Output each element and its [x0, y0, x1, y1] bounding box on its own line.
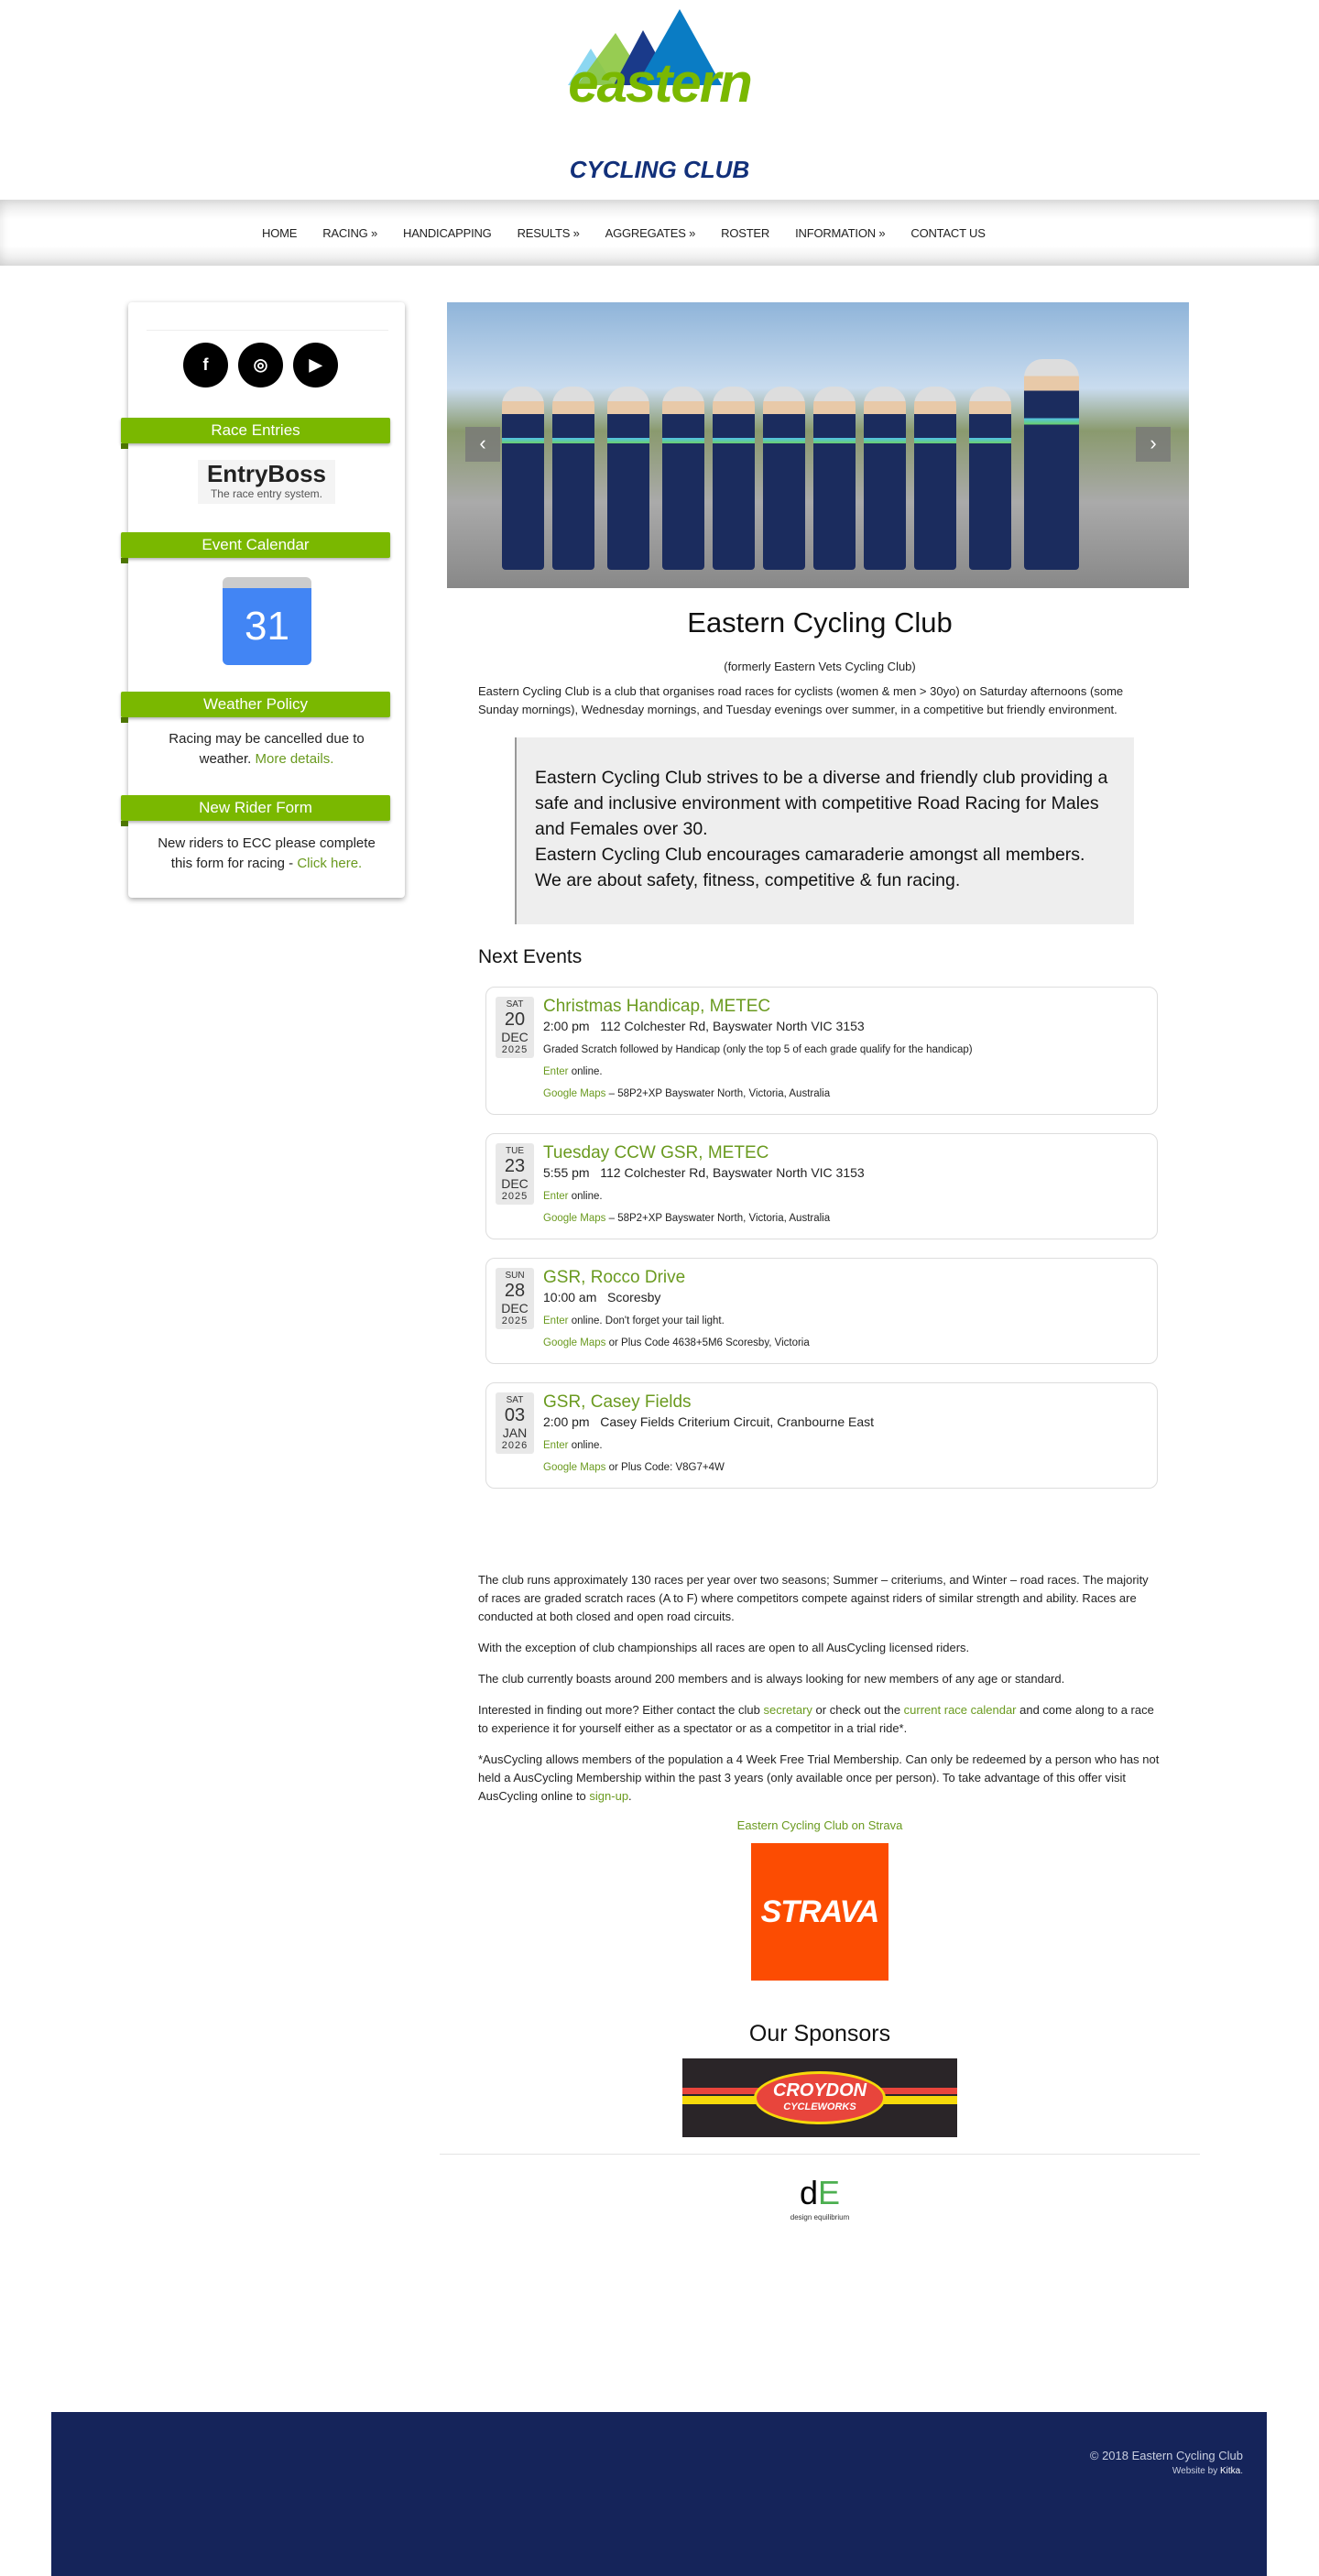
- page-subtitle: (formerly Eastern Vets Cycling Club): [724, 660, 916, 673]
- main-nav: [0, 200, 1319, 266]
- photo-slider: [447, 302, 1189, 588]
- event-location: 112 Colchester Rd, Bayswater North VIC 3153: [600, 1165, 865, 1180]
- weather-policy-heading: Weather Policy: [121, 692, 390, 717]
- nav-results[interactable]: RESULTS »: [517, 226, 580, 240]
- slide-photo-rider: [607, 387, 649, 570]
- text: Interested in finding out more? Either contact the club: [478, 1703, 764, 1717]
- event-day: 20: [504, 1010, 526, 1030]
- event-month: DEC: [501, 1176, 529, 1191]
- event-when-where: [543, 1414, 1148, 1429]
- new-rider-heading: New Rider Form: [121, 795, 390, 821]
- text: or Plus Code 4638+5M6 Scoresby, Victoria: [605, 1337, 810, 1348]
- new-rider-text: [147, 834, 387, 874]
- weather-text: [147, 729, 387, 770]
- text: Website by: [1172, 2466, 1220, 2476]
- slide-photo-rider: [914, 387, 956, 570]
- text: online. Don't forget your tail light.: [568, 1315, 725, 1326]
- event-description: Graded Scratch followed by Handicap (only the top 5 of each grade qualify for the handicap): [543, 1044, 973, 1055]
- event-card: [485, 987, 1158, 1115]
- event-entry: [543, 1066, 1148, 1077]
- text: – 58P2+XP Bayswater North, Victoria, Australia: [605, 1088, 831, 1099]
- event-title-link[interactable]: GSR, Rocco Drive: [543, 1268, 686, 1287]
- designer-name: design equilibrium: [790, 2213, 850, 2221]
- entryboss-link[interactable]: [198, 460, 335, 504]
- page-title: Eastern Cycling Club: [687, 606, 953, 639]
- entryboss-tagline: The race entry system.: [210, 487, 323, 500]
- design-equilibrium-logo[interactable]: dE design equilibrium: [783, 2173, 856, 2235]
- slide-photo-rider: [969, 387, 1011, 570]
- youtube-icon[interactable]: ▶: [293, 343, 338, 387]
- text: online.: [568, 1440, 603, 1451]
- divider: [440, 2154, 1200, 2155]
- event-location: Casey Fields Criterium Circuit, Cranbourne East: [600, 1414, 875, 1429]
- entryboss-title: EntryBoss: [206, 460, 327, 487]
- text: or Plus Code: V8G7+4W: [605, 1462, 725, 1473]
- nav-home[interactable]: HOME: [262, 226, 298, 240]
- slide-photo-rider: [502, 387, 544, 570]
- event-date-badge: [496, 1268, 534, 1329]
- event-year: 2025: [501, 1315, 529, 1326]
- divider: [147, 330, 388, 331]
- logo-subtitle: CYCLING CLUB: [569, 156, 750, 183]
- new-rider-form-link[interactable]: Click here.: [297, 856, 363, 871]
- event-year: 2026: [501, 1440, 529, 1451]
- next-events-heading: Next Events: [478, 946, 583, 967]
- slider-next-button[interactable]: ›: [1136, 427, 1171, 462]
- google-maps-link[interactable]: Google Maps: [543, 1088, 606, 1099]
- event-date-badge: [496, 997, 534, 1058]
- race-entries-heading: Race Entries: [121, 418, 390, 443]
- event-location: Scoresby: [607, 1290, 661, 1304]
- sponsors-heading: Our Sponsors: [748, 2021, 891, 2047]
- event-card: [485, 1382, 1158, 1489]
- calendar-icon[interactable]: 31: [223, 577, 311, 665]
- event-title-link[interactable]: GSR, Casey Fields: [543, 1392, 692, 1412]
- kitka-link[interactable]: Kitka: [1219, 2466, 1241, 2476]
- event-map: [543, 1462, 1148, 1473]
- info-paragraph: With the exception of club championships all races are open to all AusCycling licensed riders.: [478, 1641, 970, 1654]
- event-month: JAN: [502, 1425, 528, 1440]
- nav-handicapping[interactable]: HANDICAPPING: [403, 226, 492, 240]
- event-time: 2:00 pm: [543, 1019, 590, 1033]
- logo-wordmark: eastern: [568, 52, 751, 114]
- copyright: © 2018 Eastern Cycling Club: [1089, 2449, 1243, 2462]
- event-dow: SAT: [506, 999, 524, 1010]
- quote-line: Eastern Cycling Club encourages camaraderie amongst all members.: [535, 845, 1085, 865]
- quote-line: Eastern Cycling Club strives to be a diverse and friendly club providing a safe and inclusive environment with competitive Road Racing for Males and Females over 30.: [535, 768, 1108, 839]
- event-day: 23: [504, 1156, 526, 1176]
- event-when-where: [543, 1290, 1148, 1304]
- google-maps-link[interactable]: Google Maps: [543, 1337, 606, 1348]
- slide-photo-rider: [864, 387, 906, 570]
- sidebar: [128, 302, 405, 898]
- event-entry: [543, 1315, 1148, 1326]
- text: *AusCycling allows members of the population a 4 Week Free Trial Membership. Can only be redeemed by a person who has not held a AusCycling Membership within the past 3 years (only available once per person). To take advantage of this offer visit AusCycling online to: [478, 1752, 1160, 1803]
- new-rider-desc: New riders to ECC please complete this form for racing -: [158, 835, 376, 871]
- intro-paragraph: Eastern Cycling Club is a club that organises road races for cyclists (women & men > 30yo) on Saturday afternoons (some Sunday mornings), Wednesday mornings, and Tuesday evenings over summer, in a competitive but friendly environment.: [478, 684, 1124, 716]
- event-date-badge: [496, 1143, 534, 1205]
- club-logo[interactable]: [550, 7, 769, 200]
- event-month: DEC: [501, 1301, 529, 1315]
- event-map: [543, 1337, 1148, 1348]
- sponsor-sub: CYCLEWORKS: [783, 2101, 856, 2112]
- weather-desc: Racing may be cancelled due to weather.: [169, 731, 365, 767]
- nav-roster[interactable]: ROSTER: [721, 226, 770, 240]
- event-title-link[interactable]: Tuesday CCW GSR, METEC: [543, 1143, 769, 1162]
- slide-photo-rider: [763, 387, 805, 570]
- social-links: [183, 343, 338, 387]
- weather-details-link[interactable]: More details.: [255, 751, 334, 767]
- info-paragraph: The club currently boasts around 200 members and is always looking for new members of any age or standard.: [478, 1672, 1065, 1686]
- event-card: [485, 1133, 1158, 1239]
- event-time: 2:00 pm: [543, 1414, 590, 1429]
- event-date-badge: [496, 1392, 534, 1454]
- enter-link[interactable]: Enter: [543, 1315, 569, 1326]
- event-time: 5:55 pm: [543, 1165, 590, 1180]
- info-paragraph: [478, 1701, 1161, 1738]
- event-map: [543, 1213, 1148, 1224]
- sign-up-link[interactable]: sign-up: [589, 1789, 629, 1803]
- google-maps-link[interactable]: Google Maps: [543, 1213, 606, 1224]
- event-when-where: [543, 1019, 1148, 1033]
- slide-photo-rider: [1024, 359, 1079, 570]
- event-location: 112 Colchester Rd, Bayswater North VIC 3153: [600, 1019, 865, 1033]
- event-when-where: [543, 1165, 1148, 1180]
- slider-prev-button[interactable]: ‹: [465, 427, 500, 462]
- text: online.: [568, 1191, 603, 1202]
- sponsor-name: CROYDON: [772, 2080, 867, 2101]
- enter-link[interactable]: Enter: [543, 1066, 569, 1077]
- event-calendar-heading: Event Calendar: [121, 532, 390, 558]
- slide-photo-rider: [552, 387, 594, 570]
- instagram-icon[interactable]: ◎: [238, 343, 283, 387]
- event-card: [485, 1258, 1158, 1364]
- info-paragraph: [478, 1751, 1161, 1806]
- event-day: 28: [504, 1281, 526, 1301]
- quote-line: We are about safety, fitness, competitive & fun racing.: [535, 870, 961, 890]
- google-maps-link[interactable]: Google Maps: [543, 1462, 606, 1473]
- nav-contact-us[interactable]: CONTACT US: [910, 226, 986, 240]
- event-year: 2025: [501, 1044, 529, 1055]
- strava-logo[interactable]: STRAVA: [751, 1843, 888, 1981]
- slide-photo-rider: [662, 387, 704, 570]
- text: or check out the: [812, 1703, 904, 1717]
- event-year: 2025: [501, 1191, 529, 1202]
- facebook-icon[interactable]: f: [183, 343, 228, 387]
- event-entry: [543, 1191, 1148, 1202]
- mission-quote: [515, 737, 1134, 924]
- nav-aggregates[interactable]: AGGREGATES »: [605, 226, 696, 240]
- enter-link[interactable]: Enter: [543, 1191, 569, 1202]
- website-credit: [1090, 2466, 1243, 2476]
- text: – 58P2+XP Bayswater North, Victoria, Australia: [605, 1213, 831, 1224]
- event-dow: TUE: [506, 1146, 524, 1156]
- event-entry: [543, 1440, 1148, 1451]
- secretary-link[interactable]: secretary: [763, 1703, 812, 1717]
- slide-photo-rider: [813, 387, 856, 570]
- info-paragraph: The club runs approximately 130 races per year over two seasons; Summer – criteriums, and Winter – road races. The majority of races are graded scratch races (A to F) where competitors compete against riders of similar strength and ability. Races are conducted at both closed and open road circuits.: [478, 1573, 1149, 1623]
- nav-information[interactable]: INFORMATION »: [795, 226, 886, 240]
- events-list: [478, 987, 1161, 1489]
- croydon-cycleworks-logo[interactable]: [682, 2058, 957, 2137]
- race-calendar-link[interactable]: current race calendar: [903, 1703, 1017, 1717]
- text: and come along to a race to experience it for yourself either as a spectator or as a competitor in a trial ride*.: [478, 1703, 1154, 1735]
- footer: [51, 2412, 1267, 2576]
- text: online.: [568, 1066, 603, 1077]
- event-dow: SUN: [505, 1271, 525, 1281]
- enter-link[interactable]: Enter: [543, 1440, 569, 1451]
- event-title-link[interactable]: Christmas Handicap, METEC: [543, 997, 771, 1016]
- club-info: [478, 1571, 1161, 1832]
- event-month: DEC: [501, 1030, 529, 1044]
- event-time: 10:00 am: [543, 1290, 597, 1304]
- slide-photo-rider: [713, 387, 755, 570]
- main-content: [478, 595, 1161, 2235]
- event-day: 03: [504, 1405, 526, 1425]
- strava-link[interactable]: Eastern Cycling Club on Strava: [736, 1818, 903, 1832]
- text: .: [1240, 2466, 1243, 2476]
- event-dow: SAT: [506, 1395, 524, 1405]
- nav-racing[interactable]: RACING »: [322, 226, 378, 240]
- event-map: [543, 1088, 1148, 1099]
- text: .: [628, 1789, 632, 1803]
